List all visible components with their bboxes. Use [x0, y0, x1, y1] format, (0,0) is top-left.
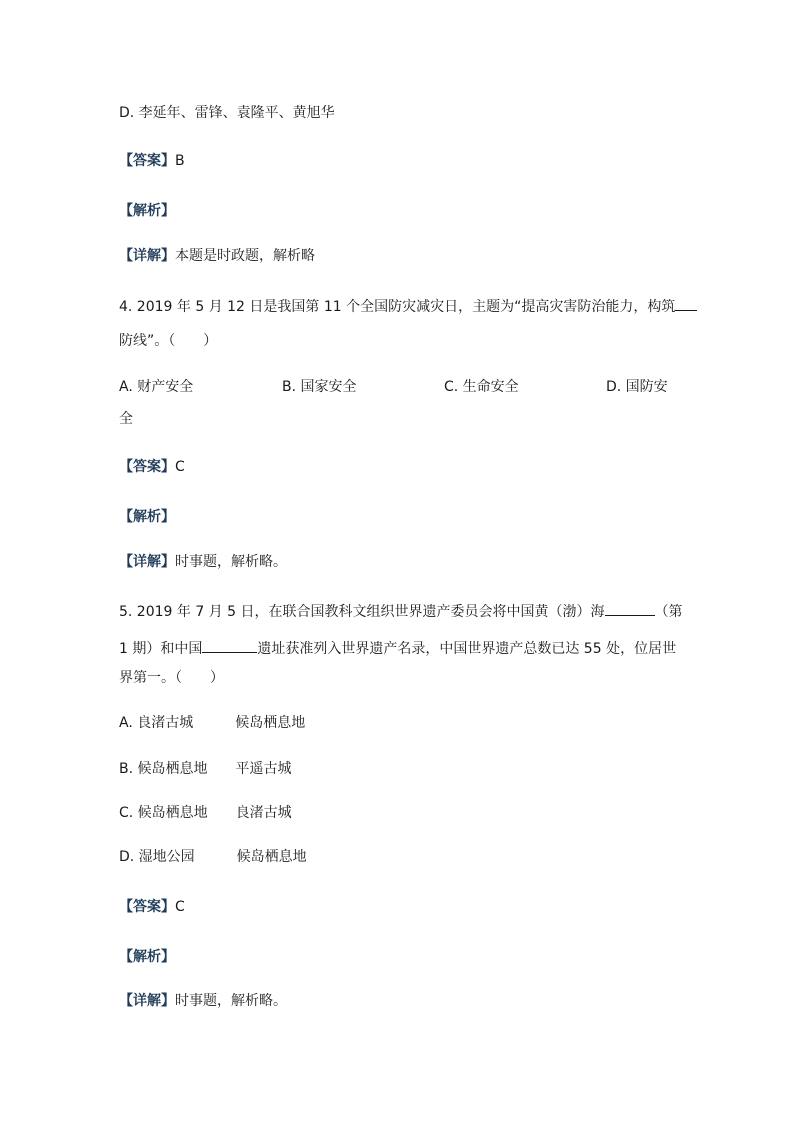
- q4-option-b: B. 国家安全: [282, 379, 357, 395]
- q5-stem-text: 遗址获准列入世界遗产名录，中国世界遗产总数已达 55 处，位居世: [257, 641, 677, 657]
- q5-analysis: [119, 947, 175, 967]
- answer-value: C: [175, 459, 185, 475]
- answer-tag: 【答案】: [119, 899, 175, 915]
- q4-stem-line1: [119, 296, 697, 317]
- q4-option-c: C. 生命安全: [444, 379, 519, 395]
- answer-tag: 【答案】: [119, 153, 175, 169]
- answer-tag: 【答案】: [119, 459, 175, 475]
- q4-option-d: D. 国防安: [606, 379, 668, 395]
- q4-analysis: [119, 507, 175, 527]
- detail-text: 时事题，解析略。: [175, 993, 287, 1009]
- q5-option-b: B. 候岛栖息地 平遥古城: [119, 761, 292, 777]
- q4-answer: [119, 457, 185, 477]
- q3-answer: [119, 151, 185, 171]
- q4-option-d-wrap: 全: [119, 411, 133, 427]
- analysis-tag: 【解析】: [119, 203, 175, 219]
- detail-text: 本题是时政题，解析略: [175, 248, 315, 264]
- q5-stem-line3: 界第一。（ ）: [119, 670, 224, 686]
- fill-blank: [675, 296, 697, 311]
- q5-option-d: D. 湿地公园 候岛栖息地: [119, 849, 307, 865]
- detail-text: 时事题，解析略。: [175, 554, 287, 570]
- q5-option-c: C. 候岛栖息地 良渚古城: [119, 805, 292, 821]
- q5-stem-text: （第: [654, 604, 683, 620]
- q4-stem-line2: 防线”。（ ）: [119, 333, 218, 349]
- q3-analysis: [119, 201, 175, 221]
- fill-blank: [202, 638, 257, 653]
- q3-option-d: D. 李延年、雷锋、袁隆平、黄旭华: [119, 105, 335, 121]
- q5-detail: [119, 991, 287, 1011]
- analysis-tag: 【解析】: [119, 509, 175, 525]
- q4-stem-text: 4. 2019 年 5 月 12 日是我国第 11 个全国防灾减灾日，主题为“提高灾害防治能力，构筑: [119, 299, 676, 315]
- fill-blank: [605, 601, 655, 616]
- q5-stem-line1: [119, 601, 683, 622]
- answer-value: C: [175, 899, 185, 915]
- q4-option-a: A. 财产安全: [119, 379, 194, 395]
- q5-stem-text: 5. 2019 年 7 月 5 日，在联合国教科文组织世界遗产委员会将中国黄（渤）海: [119, 604, 605, 620]
- q5-answer: [119, 897, 185, 917]
- detail-tag: 【详解】: [119, 993, 175, 1009]
- detail-tag: 【详解】: [119, 248, 175, 264]
- q5-option-a: A. 良渚古城 候岛栖息地: [119, 715, 306, 731]
- q5-stem-line2: [119, 638, 676, 659]
- analysis-tag: 【解析】: [119, 949, 175, 965]
- q5-stem-text: 1 期）和中国: [119, 641, 203, 657]
- detail-tag: 【详解】: [119, 554, 175, 570]
- answer-value: B: [175, 153, 185, 169]
- q3-detail: [119, 246, 315, 266]
- q4-detail: [119, 552, 287, 572]
